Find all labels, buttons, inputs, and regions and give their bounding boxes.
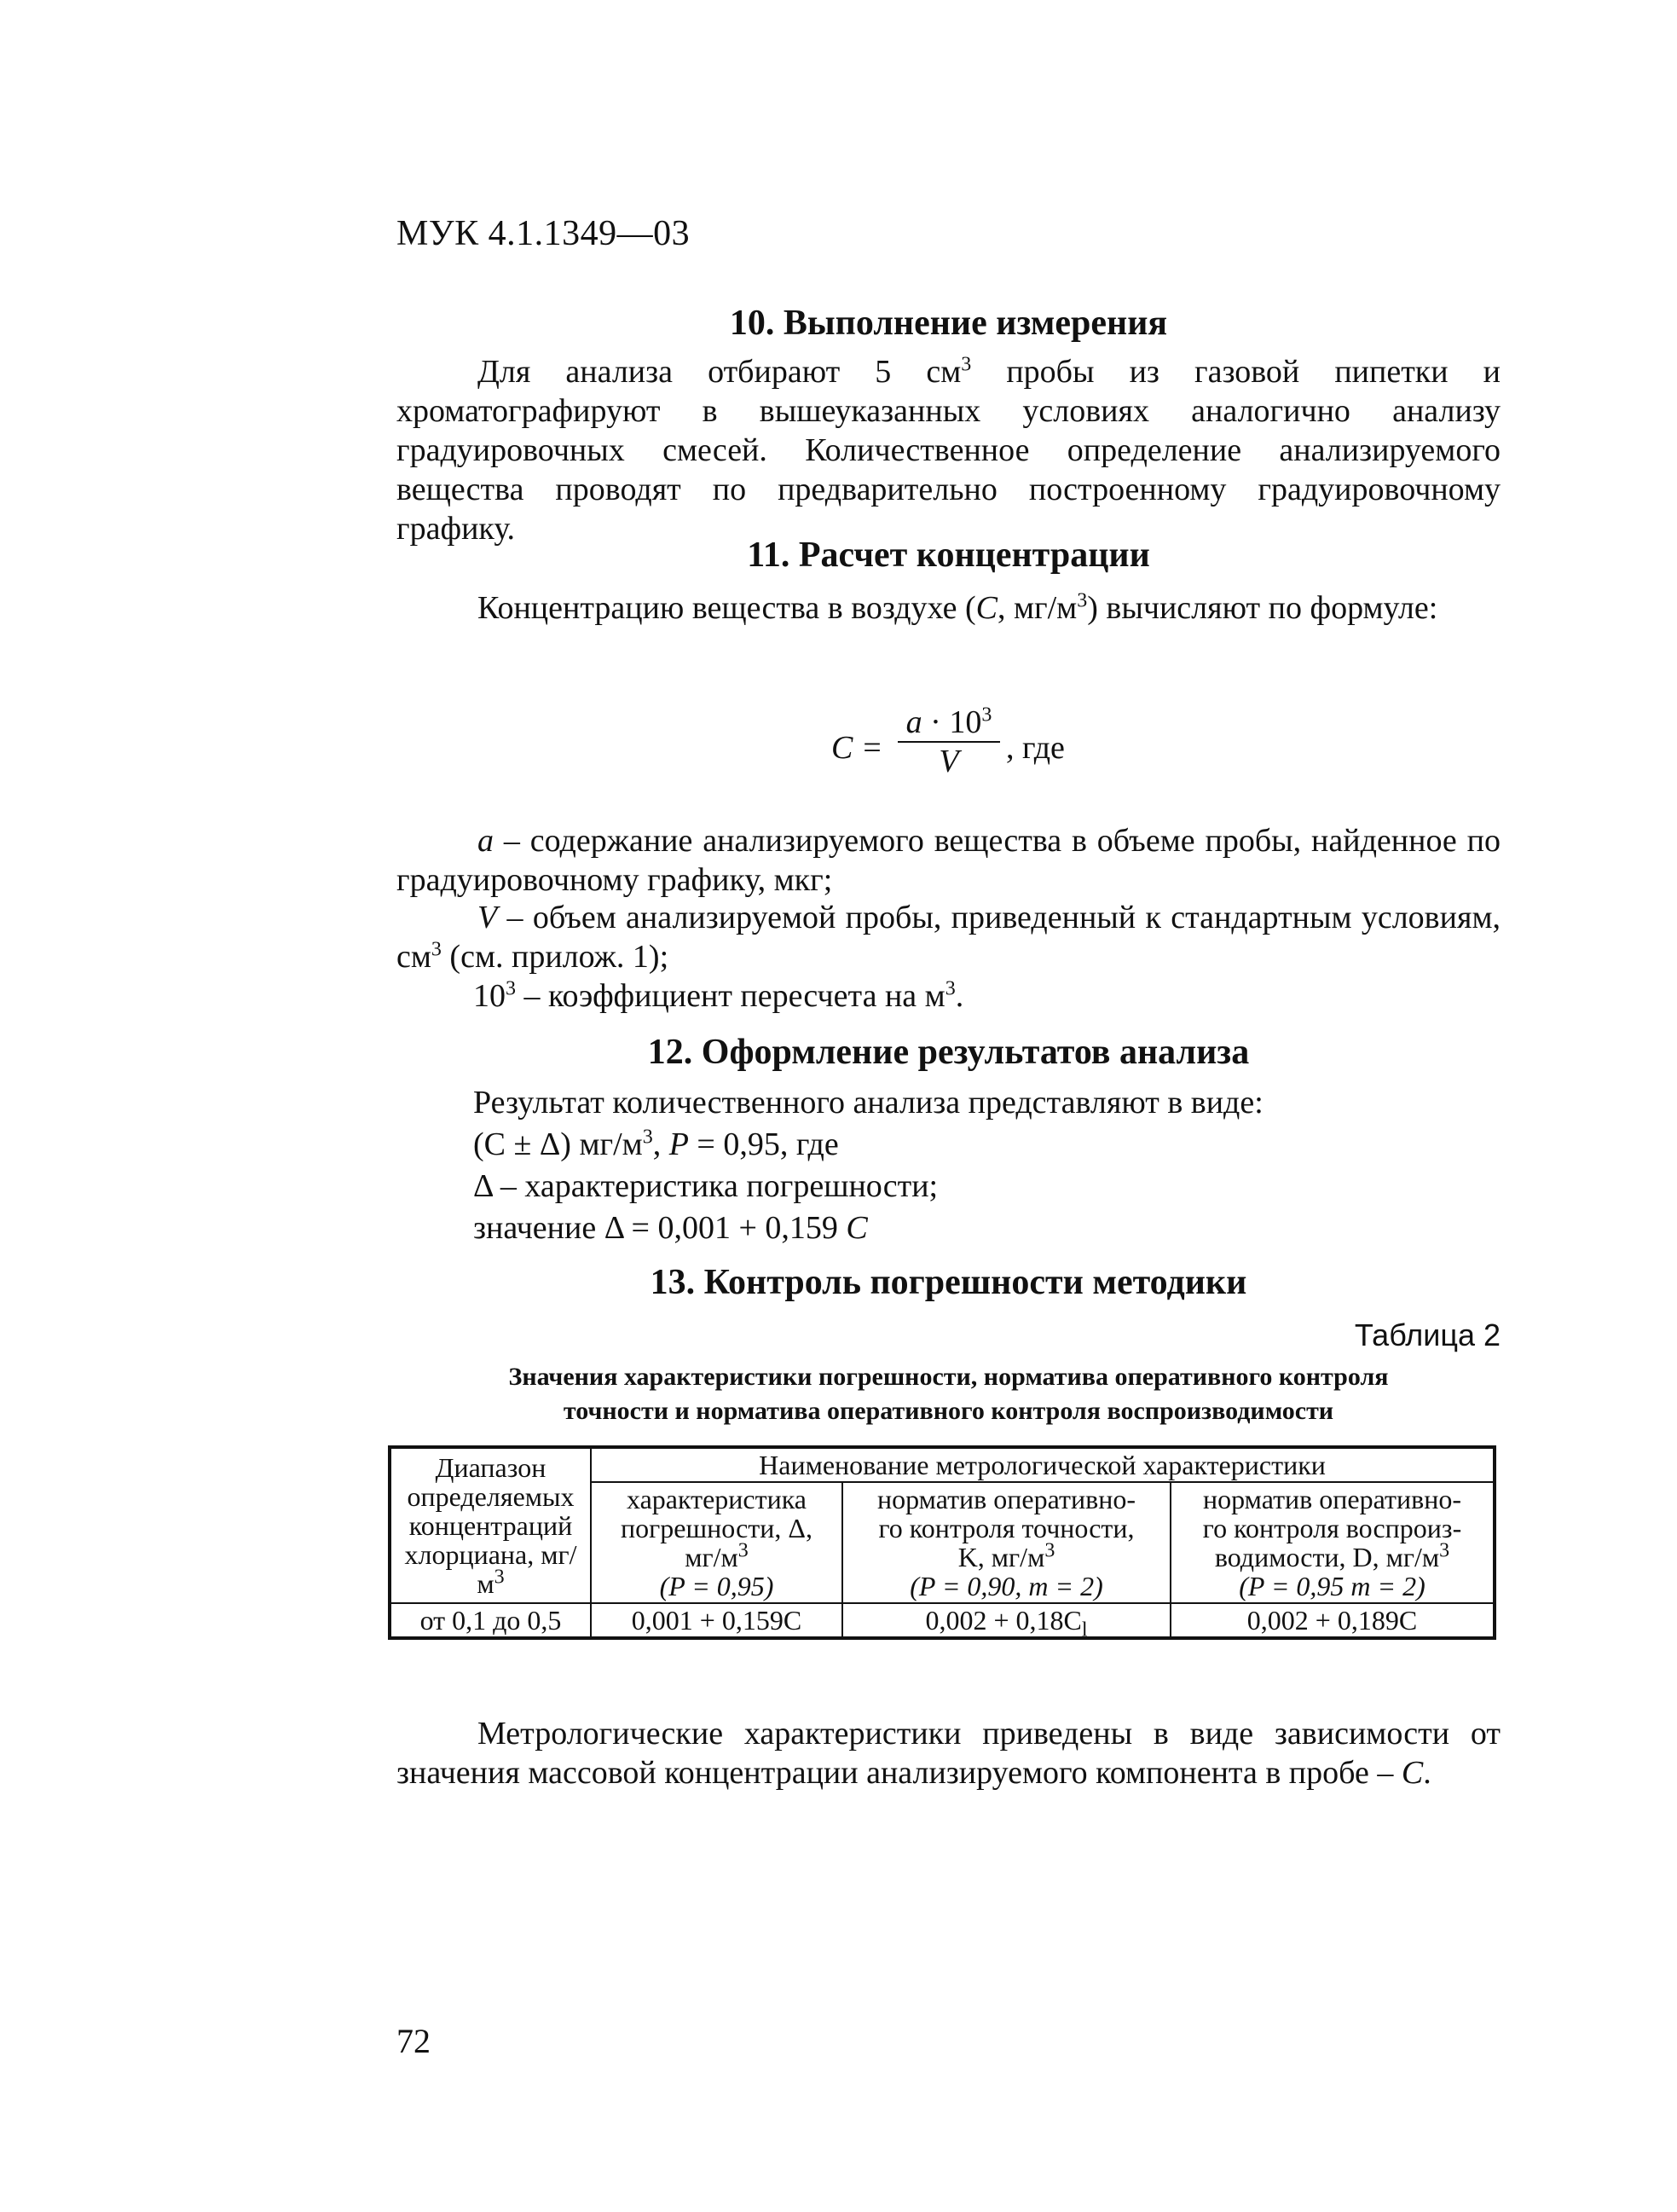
document-code: МУК 4.1.1349—03: [396, 214, 691, 253]
header-d: норматив оперативно- го контроля воспроиз- водимости, D, $мг/м^3$ (P = 0,95 m = 2): [1171, 1482, 1495, 1603]
definition-a: a – содержание анализируемого вещества в объеме пробы, найденное по градуировочному графику, мкг;: [396, 823, 1501, 898]
cell-range: от 0,1 до 0,5: [390, 1603, 591, 1638]
table-row: [390, 1603, 1495, 1638]
formula-tail: , где: [1006, 730, 1065, 766]
section-11-intro: Концентрацию вещества в воздухе (С, $мг/м^3$) вычисляют по формуле:: [477, 589, 1438, 626]
cell-d: 0,002 + 0,189C: [1171, 1603, 1495, 1638]
table-label: Таблица 2: [1354, 1317, 1501, 1352]
section-10-title: 10. Выполнение измерения: [729, 304, 1168, 343]
concentration-formula: [831, 704, 1138, 797]
header-group: Наименование метрологической характеристики: [591, 1447, 1495, 1482]
delta-value: значение Δ = 0,001 + 0,159 C: [473, 1210, 868, 1246]
definition-v: V – объем анализируемой пробы, приведенный к стандартным условиям, $см^3$ (см. прилож. 1);: [396, 900, 1501, 975]
section-12-title: 12. Оформление результатов анализа: [647, 1033, 1250, 1072]
result-form-expression: (C ± Δ) $мг/м^3$, P = 0,95, где: [473, 1126, 839, 1162]
metrology-table: [388, 1445, 1496, 1640]
table-caption: Значения характеристики погрешности, норматива оперативного контроля точности и норматива оперативного контроля воспроизводимости: [508, 1363, 1389, 1425]
formula-denominator: V: [939, 744, 959, 779]
definition-coefficient: $10^3$ – коэффициент пересчета на $м^3$.: [473, 977, 964, 1014]
formula-numerator: $a \cdot 10^3$: [905, 704, 992, 740]
cell-k: $0,002 + 0,18C_l$: [842, 1603, 1171, 1638]
section-10-text: Для анализа отбирают 5 $см^3$ пробы из газовой пипетки и хроматографируют в вышеуказанных условиях аналогично анализу градуировочных смесей. Количественное определение анализируемого вещества проводят по предварительно построенному градуировочному графику.: [396, 353, 1501, 547]
section-13-title: 13. Контроль погрешности методики: [650, 1263, 1247, 1302]
header-range: Диапазон определяемых концентраций хлорциана, $мг/м^3$: [390, 1447, 591, 1603]
closing-paragraph: Метрологические характеристики приведены в виде зависимости от значения массовой концентрации анализируемого компонента в пробе – C.: [396, 1716, 1501, 1791]
header-delta: характеристика погрешности, Δ, $мг/м^3$ (P = 0,95): [591, 1482, 842, 1603]
formula-lhs: C =: [831, 730, 883, 766]
section-11-title: 11. Расчет концентрации: [747, 536, 1150, 575]
cell-delta: 0,001 + 0,159C: [591, 1603, 842, 1638]
formula-fraction: [898, 704, 1000, 780]
delta-definition: Δ – характеристика погрешности;: [473, 1168, 939, 1204]
header-k: норматив оперативно- го контроля точности, K, $мг/м^3$ (P = 0,90, m = 2): [842, 1482, 1171, 1603]
page-number: 72: [396, 2022, 431, 2060]
result-form-intro: Результат количественного анализа представляют в виде:: [473, 1085, 1264, 1120]
